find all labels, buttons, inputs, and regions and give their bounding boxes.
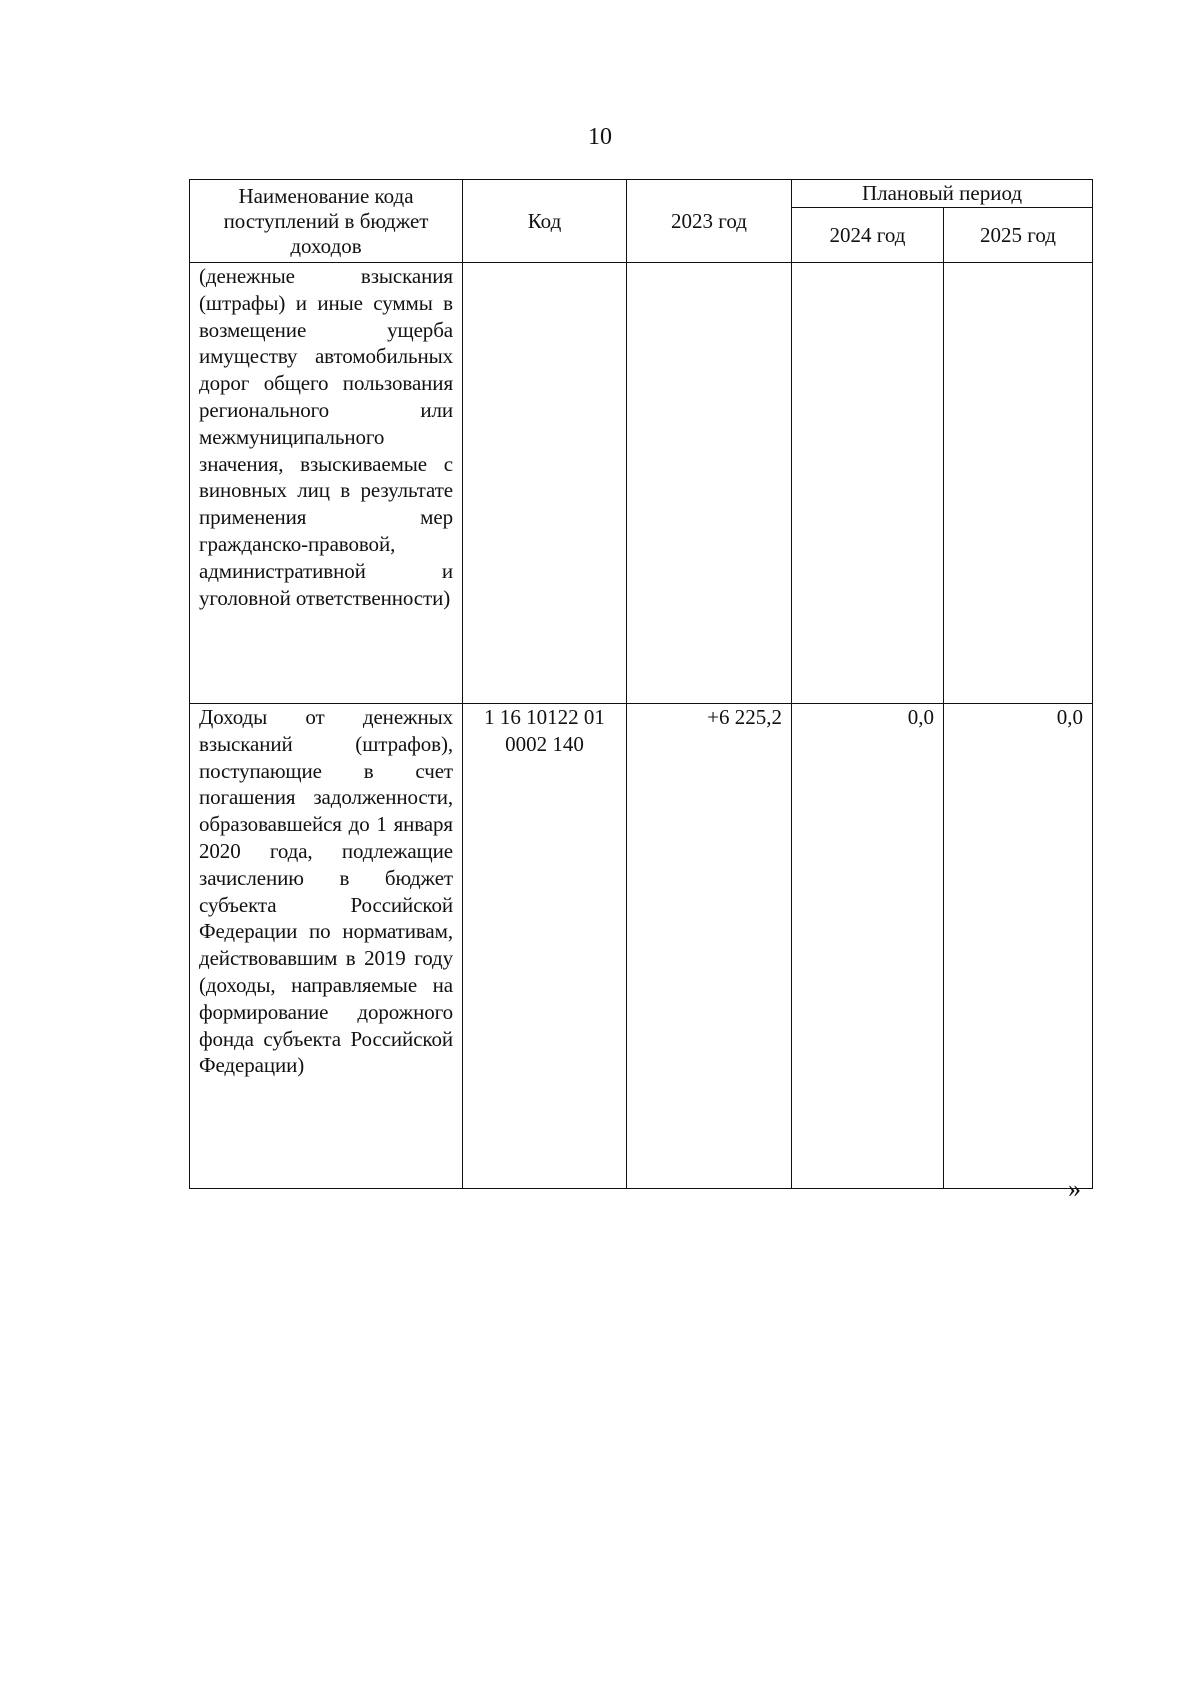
- table-row: [190, 704, 1093, 1189]
- row-value-2023: [627, 263, 792, 704]
- header-planned-period: Плановый период: [792, 180, 1093, 208]
- row-value-2024: [792, 263, 944, 704]
- row-value-2024: 0,0: [792, 704, 944, 1189]
- row-code: [463, 263, 627, 704]
- page-number: 10: [588, 124, 612, 150]
- table-row: [190, 263, 1093, 704]
- header-year-2024: 2024 год: [792, 208, 944, 263]
- header-year-2025: 2025 год: [944, 208, 1093, 263]
- closing-quote: »: [1068, 1174, 1081, 1203]
- row-value-2025: 0,0: [944, 704, 1093, 1189]
- header-revenue-name: Наименование кода поступлений в бюджет доходов: [190, 180, 463, 263]
- row-revenue-name: Доходы от денежных взысканий (штрафов), поступающие в счет погашения задолженности, образовавшейся до 1 января 2020 года, подлежащие зачислению в бюджет субъекта Российской Федерации по нормативам, действовавшим в 2019 году (доходы, направляемые на формирование дорожного фонда субъекта Российской Федерации): [190, 704, 463, 1189]
- row-revenue-name: (денежные взыскания (штрафы) и иные суммы в возмещение ущерба имуществу автомобильных дорог общего пользования регионального или межмуниципального значения, взыскиваемые с виновных лиц в результате применения мер гражданско-правовой, административной и уголовной ответственности): [190, 263, 463, 704]
- header-code: Код: [463, 180, 627, 263]
- row-code: 1 16 10122 01 0002 140: [463, 704, 627, 1189]
- row-value-2025: [944, 263, 1093, 704]
- budget-revenue-table: [189, 179, 1093, 1189]
- row-value-2023: +6 225,2: [627, 704, 792, 1189]
- header-year-2023: 2023 год: [627, 180, 792, 263]
